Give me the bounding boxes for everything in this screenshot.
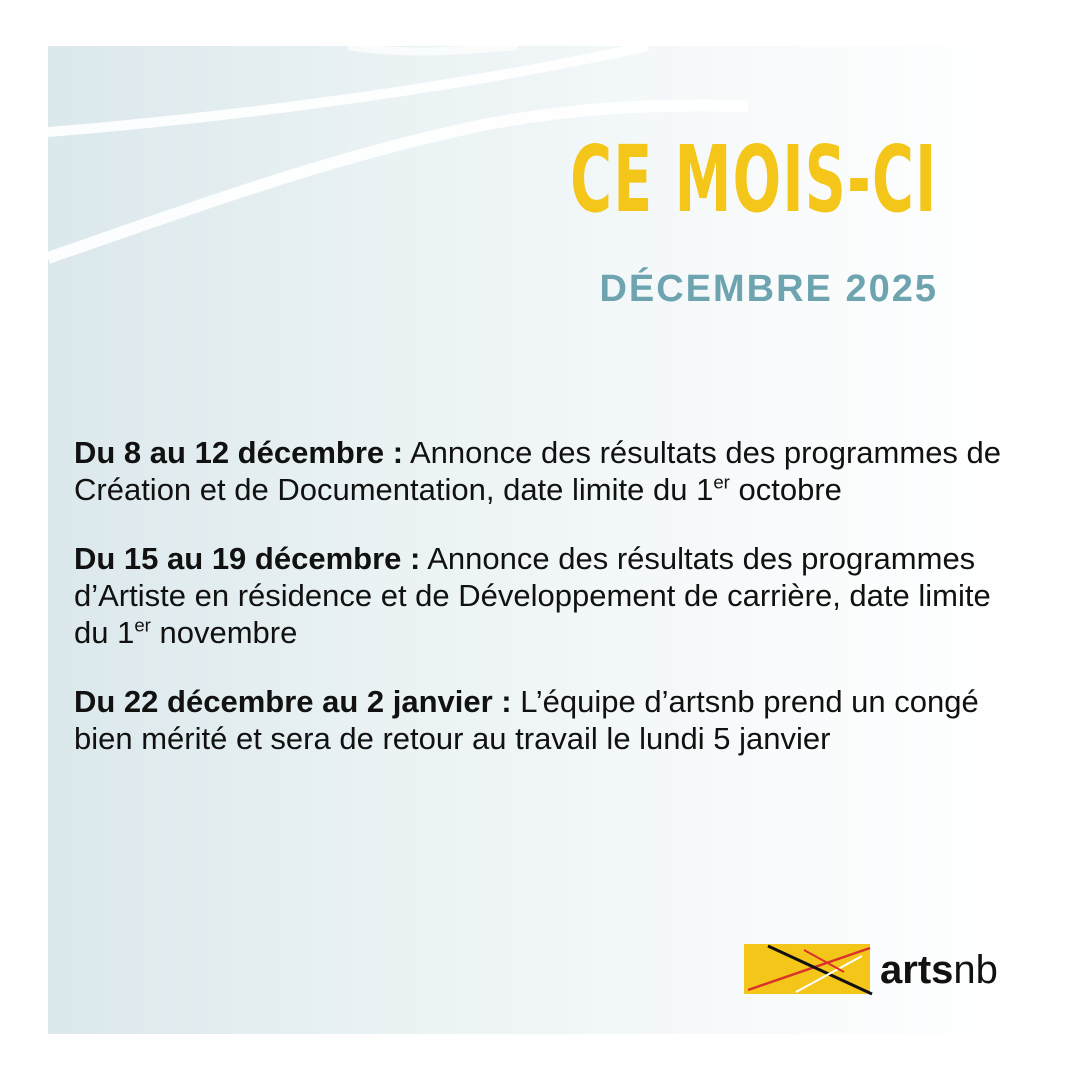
event-item: [74, 540, 1014, 651]
event-text: L’équipe d’artsnb prend un congé bien mérité et sera de retour au travail le lundi 5 janvier: [74, 684, 979, 756]
logo-mark-icon: [744, 942, 874, 998]
event-date: Du 8 au 12 décembre :: [74, 435, 404, 470]
event-list: [74, 434, 1014, 789]
logo-word-light: nb: [953, 948, 998, 992]
event-item: [74, 434, 1014, 508]
event-text: Annonce des résultats des programmes d’Artiste en résidence et de Développement de carrière, date limite du 1: [74, 541, 991, 650]
announcement-card: [48, 46, 1034, 1034]
event-sup: er: [713, 471, 730, 493]
event-text: Annonce des résultats des programmes de Création et de Documentation, date limite du 1: [74, 435, 1002, 507]
page-title: CE MOIS-CI: [570, 126, 938, 233]
event-date: Du 15 au 19 décembre :: [74, 541, 421, 576]
page-subtitle: DÉCEMBRE 2025: [599, 268, 938, 310]
event-text-end: novembre: [159, 615, 298, 650]
logo-word-bold: arts: [880, 948, 954, 992]
event-date: Du 22 décembre au 2 janvier :: [74, 684, 512, 719]
event-item: [74, 683, 1014, 757]
event-text-end: octobre: [738, 472, 842, 507]
artsnb-logo: [744, 942, 1024, 1002]
event-sup: er: [134, 614, 151, 636]
logo-wordmark: [880, 950, 998, 990]
